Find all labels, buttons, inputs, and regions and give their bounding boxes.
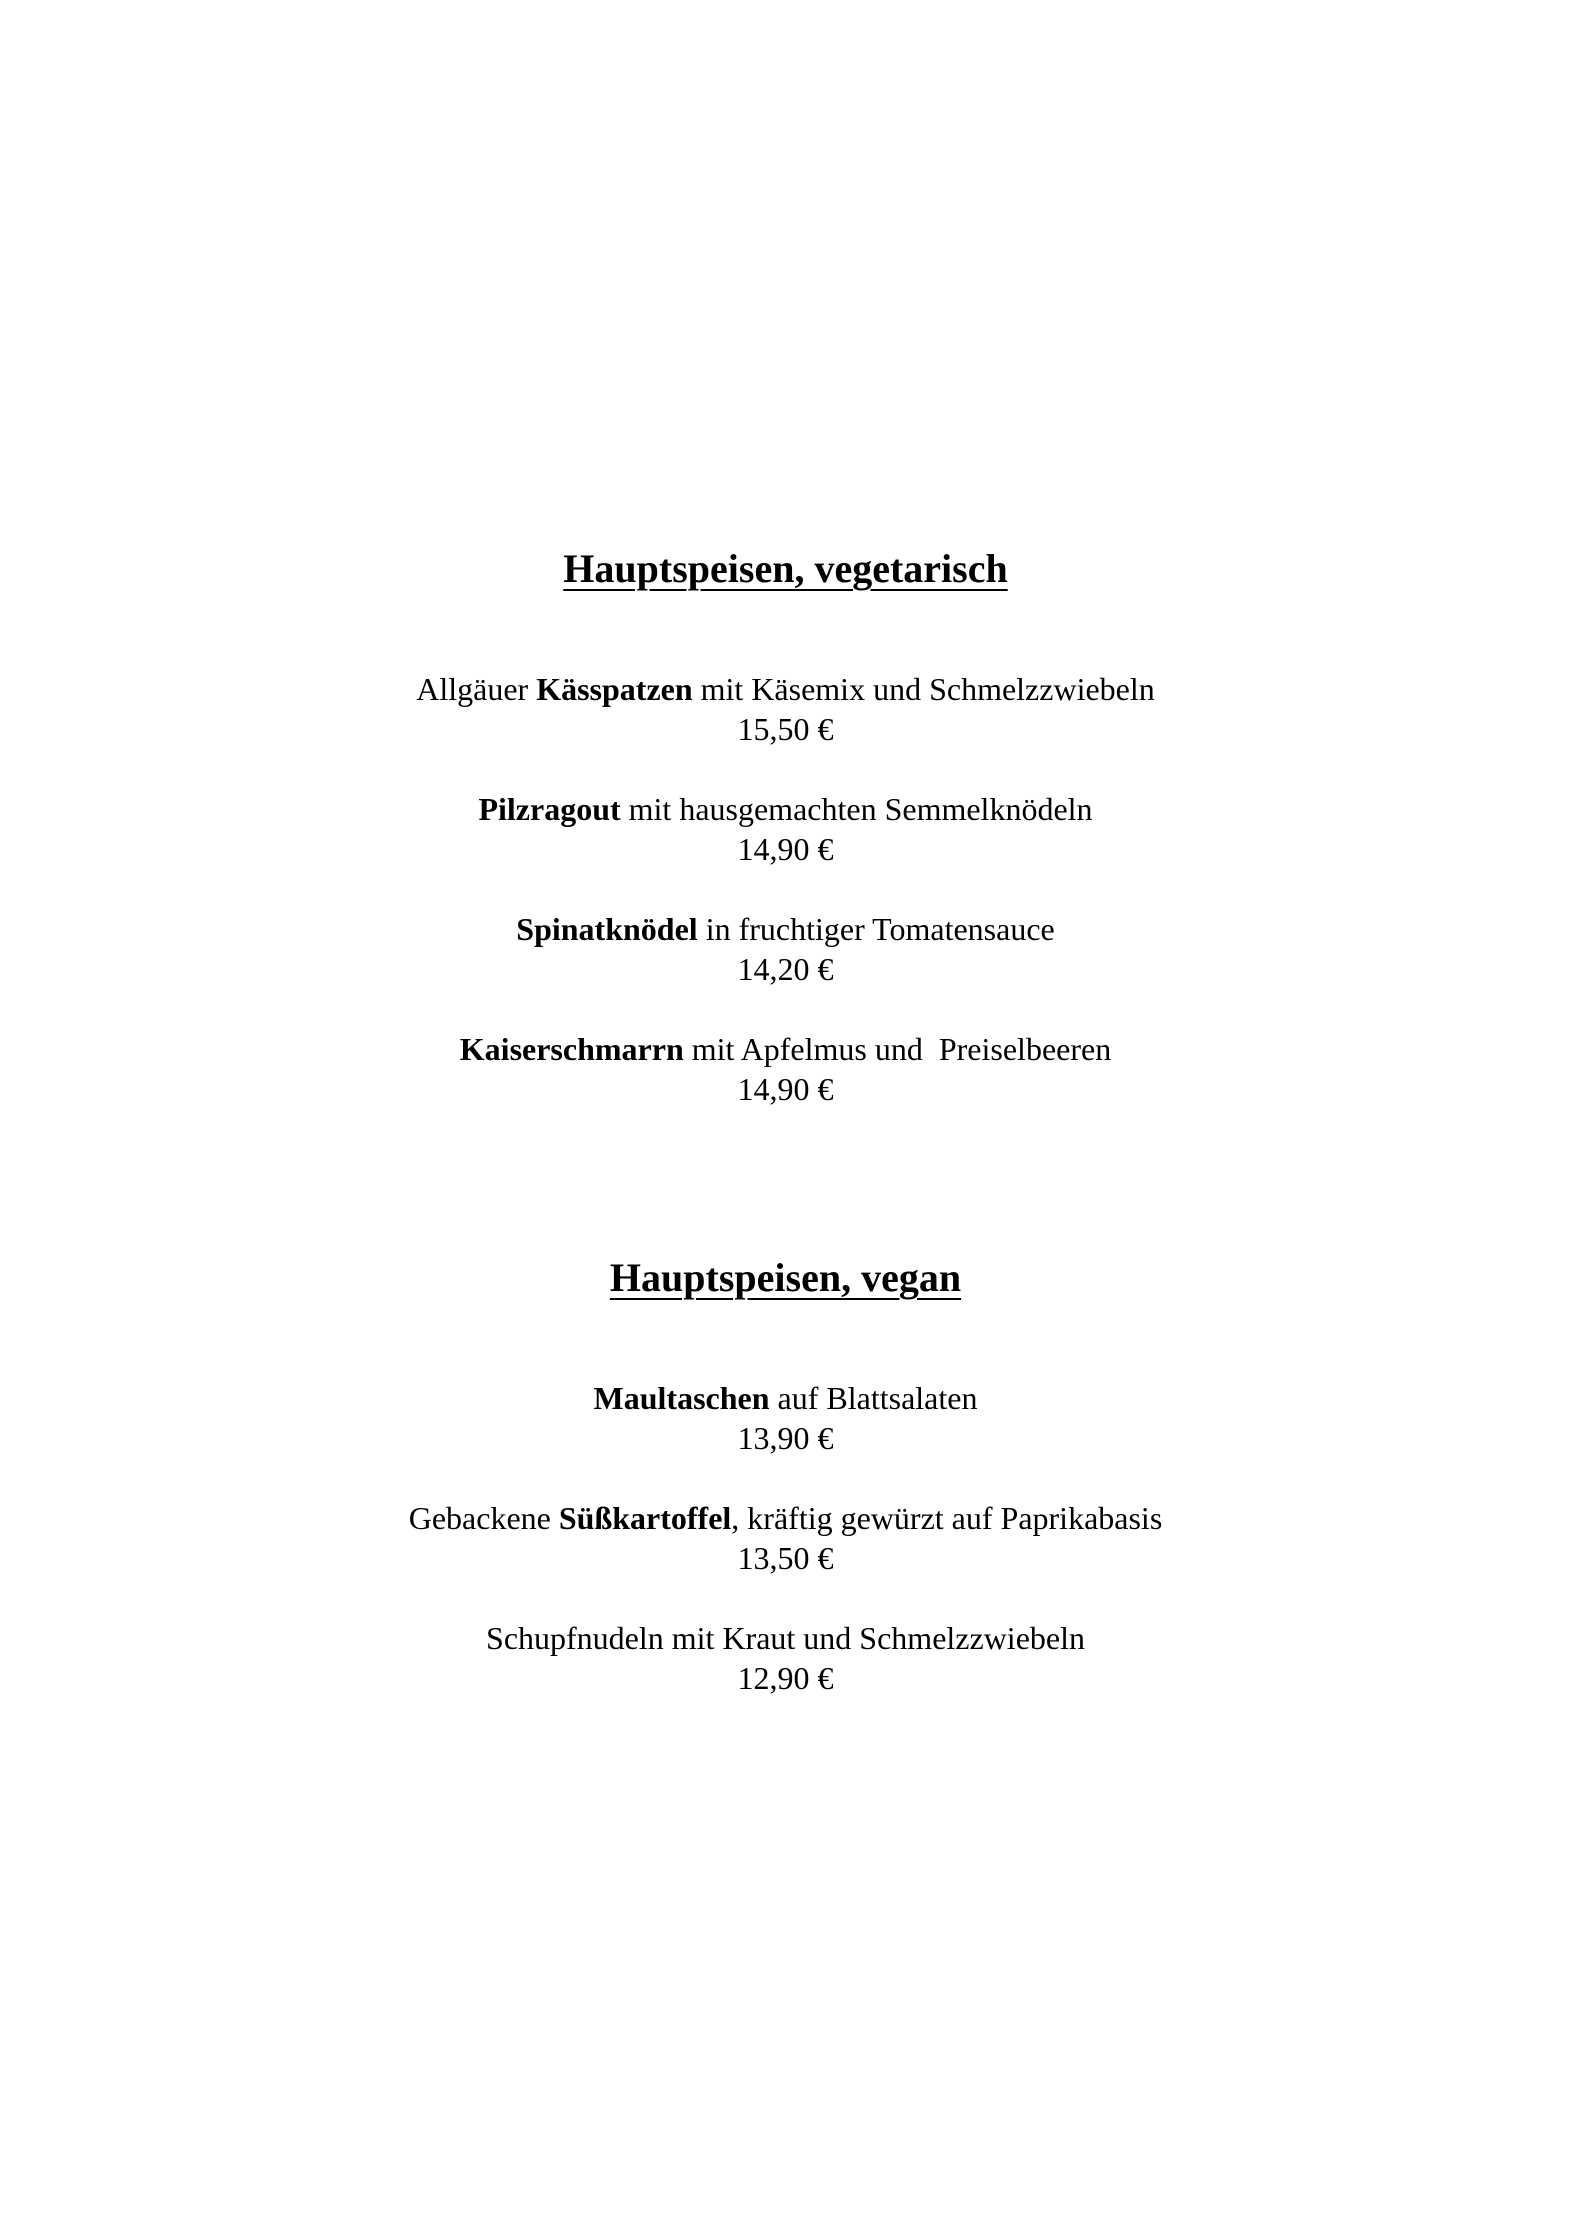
dish-prefix: Gebackene (408, 1500, 559, 1536)
dish-suffix: mit Käsemix und Schmelzzwiebeln (692, 671, 1155, 707)
dish-price: 15,50 € (737, 711, 834, 747)
dish-description (0, 1378, 1571, 1418)
section-title-vegan: Hauptspeisen, vegan (609, 1255, 962, 1300)
section-title-vegetarian: Hauptspeisen, vegetarisch (563, 546, 1008, 591)
dish-item (0, 909, 1571, 989)
dish-description (0, 1618, 1571, 1658)
dish-name: Spinatknödel (516, 911, 698, 947)
dish-price: 13,50 € (737, 1540, 834, 1576)
dish-price: 12,90 € (737, 1660, 834, 1696)
dish-price: 13,90 € (737, 1420, 834, 1456)
dish-item (0, 1618, 1571, 1698)
dish-suffix: mit hausgemachten Semmelknödeln (620, 791, 1093, 827)
dish-description (0, 669, 1571, 709)
dish-name: Kässpatzen (536, 671, 693, 707)
dish-suffix: , kräftig gewürzt auf Paprikabasis (731, 1500, 1163, 1536)
dish-suffix: in fruchtiger Tomatensauce (697, 911, 1055, 947)
dish-item (0, 1498, 1571, 1578)
dish-name: Kaiserschmarrn (459, 1031, 684, 1067)
dish-name: Süßkartoffel (558, 1500, 732, 1536)
dish-description (0, 1029, 1571, 1069)
dish-price: 14,90 € (737, 1071, 834, 1107)
dish-item (0, 1029, 1571, 1109)
dish-price: 14,90 € (737, 831, 834, 867)
dish-suffix: auf Blattsalaten (769, 1380, 978, 1416)
dish-item (0, 789, 1571, 869)
dish-name: Pilzragout (478, 791, 621, 827)
dish-list-vegan (0, 1378, 1571, 1698)
dish-item (0, 669, 1571, 749)
section-vegan (0, 1254, 1571, 1698)
dish-name: Maultaschen (593, 1380, 770, 1416)
dish-description (0, 909, 1571, 949)
dish-description (0, 1498, 1571, 1538)
dish-price: 14,20 € (737, 951, 834, 987)
section-vegetarian (0, 545, 1571, 1109)
dish-prefix: Schupfnudeln mit Kraut und Schmelzzwiebeln (486, 1620, 1085, 1656)
dish-item (0, 1378, 1571, 1458)
dish-description (0, 789, 1571, 829)
dish-suffix: mit Apfelmus und Preiselbeeren (683, 1031, 1112, 1067)
dish-list-vegetarian (0, 669, 1571, 1109)
dish-prefix: Allgäuer (416, 671, 537, 707)
